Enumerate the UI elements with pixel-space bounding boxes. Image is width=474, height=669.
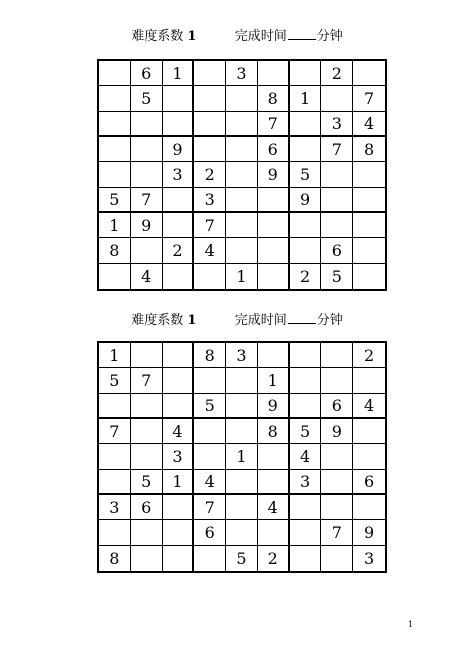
grid-cell: 4: [163, 419, 195, 444]
grid-cell: [353, 61, 385, 86]
grid-cell: 1: [226, 444, 258, 469]
grid-cell: [321, 495, 353, 520]
grid-cell: 6: [258, 137, 290, 162]
grid-cell: 4: [194, 470, 226, 495]
grid-cell: 7: [353, 86, 385, 111]
grid-cell: [131, 444, 163, 469]
grid-cell: [163, 394, 195, 419]
grid-cell: [321, 188, 353, 213]
grid-cell: [258, 264, 290, 289]
grid-cell: [226, 213, 258, 238]
grid-cell: 5: [99, 188, 131, 213]
grid-cell: [258, 238, 290, 263]
grid-cell: [226, 520, 258, 545]
grid-cell: 4: [131, 264, 163, 289]
grid-cell: [290, 394, 322, 419]
grid-cell: [290, 343, 322, 368]
grid-cell: 5: [226, 546, 258, 571]
grid-cell: [163, 343, 195, 368]
grid-cell: 4: [353, 112, 385, 137]
puzzle-1-header: [0, 26, 474, 46]
grid-cell: [194, 368, 226, 393]
grid-cell: [226, 162, 258, 187]
grid-cell: [226, 112, 258, 137]
grid-cell: [226, 394, 258, 419]
grid-cell: 1: [163, 61, 195, 86]
grid-cell: 2: [290, 264, 322, 289]
grid-cell: 5: [194, 394, 226, 419]
grid-cell: 5: [131, 470, 163, 495]
grid-cell: [163, 86, 195, 111]
grid-cell: 5: [99, 368, 131, 393]
grid-cell: 6: [131, 495, 163, 520]
grid-cell: 2: [194, 162, 226, 187]
grid-cell: [131, 137, 163, 162]
time-unit: 分钟: [316, 313, 343, 328]
grid-cell: [163, 188, 195, 213]
grid-cell: [194, 137, 226, 162]
grid-cell: 7: [194, 495, 226, 520]
grid-cell: [226, 238, 258, 263]
grid-cell: 3: [99, 495, 131, 520]
grid-cell: [321, 162, 353, 187]
page-number: 1: [408, 620, 414, 629]
grid-cell: [258, 470, 290, 495]
grid-cell: [321, 86, 353, 111]
grid-cell: [353, 368, 385, 393]
grid-cell: 7: [321, 520, 353, 545]
grid-cell: [163, 520, 195, 545]
grid-cell: [131, 343, 163, 368]
grid-cell: [353, 444, 385, 469]
grid-cell: [99, 264, 131, 289]
grid-cell: 4: [353, 394, 385, 419]
grid-cell: 2: [258, 546, 290, 571]
grid-cell: [131, 394, 163, 419]
grid-cell: 1: [226, 264, 258, 289]
time-blank: [288, 26, 316, 40]
grid-cell: [353, 238, 385, 263]
grid-cell: [226, 470, 258, 495]
grid-cell: [226, 495, 258, 520]
grid-cell: [99, 162, 131, 187]
grid-cell: [290, 368, 322, 393]
grid-cell: 3: [226, 61, 258, 86]
grid-cell: [290, 112, 322, 137]
grid-cell: 6: [131, 61, 163, 86]
grid-cell: 9: [353, 520, 385, 545]
grid-cell: 3: [290, 470, 322, 495]
grid-cell: 4: [194, 238, 226, 263]
grid-cell: [163, 213, 195, 238]
grid-cell: [258, 444, 290, 469]
grid-cell: [194, 112, 226, 137]
grid-cell: [131, 112, 163, 137]
grid-cell: [353, 495, 385, 520]
grid-cell: 2: [321, 61, 353, 86]
grid-cell: 7: [321, 137, 353, 162]
difficulty-label: 难度系数: [131, 313, 184, 328]
grid-cell: [353, 419, 385, 444]
grid-cell: [131, 162, 163, 187]
grid-cell: [258, 213, 290, 238]
grid-cell: [290, 520, 322, 545]
grid-cell: [258, 520, 290, 545]
grid-cell: [321, 444, 353, 469]
grid-cell: [321, 343, 353, 368]
grid-cell: 8: [194, 343, 226, 368]
grid-cell: 9: [258, 162, 290, 187]
grid-cell: [226, 137, 258, 162]
grid-cell: [321, 546, 353, 571]
grid-cell: 2: [353, 343, 385, 368]
grid-cell: 1: [99, 343, 131, 368]
grid-cell: 9: [131, 213, 163, 238]
grid-cell: 4: [290, 444, 322, 469]
grid-cell: [99, 520, 131, 545]
difficulty-label: 难度系数: [131, 29, 184, 44]
difficulty-level: 1: [187, 29, 197, 44]
sudoku-grid-2: [97, 341, 387, 573]
grid-cell: 7: [131, 188, 163, 213]
grid-cell: [353, 264, 385, 289]
grid-cell: [99, 137, 131, 162]
grid-cell: 3: [226, 343, 258, 368]
time-blank: [288, 310, 316, 324]
difficulty-level: 1: [187, 313, 197, 328]
grid-cell: [226, 419, 258, 444]
grid-cell: [194, 61, 226, 86]
grid-cell: 9: [290, 188, 322, 213]
grid-cell: [131, 419, 163, 444]
grid-cell: 5: [321, 264, 353, 289]
grid-cell: 8: [353, 137, 385, 162]
grid-cell: [353, 188, 385, 213]
grid-cell: [290, 213, 322, 238]
grid-cell: [99, 61, 131, 86]
grid-cell: 6: [194, 520, 226, 545]
grid-cell: 3: [163, 162, 195, 187]
grid-cell: [163, 112, 195, 137]
grid-cell: [290, 238, 322, 263]
grid-cell: [290, 61, 322, 86]
grid-cell: 4: [258, 495, 290, 520]
grid-cell: 1: [163, 470, 195, 495]
grid-cell: [353, 213, 385, 238]
time-unit: 分钟: [316, 29, 343, 44]
grid-cell: 1: [99, 213, 131, 238]
grid-cell: 2: [163, 238, 195, 263]
grid-cell: 3: [163, 444, 195, 469]
grid-cell: 5: [131, 86, 163, 111]
grid-cell: [194, 86, 226, 111]
grid-cell: 7: [258, 112, 290, 137]
grid-cell: [99, 444, 131, 469]
grid-cell: [258, 188, 290, 213]
grid-cell: [131, 546, 163, 571]
grid-cell: 7: [194, 213, 226, 238]
grid-cell: 7: [99, 419, 131, 444]
puzzle-2-header: [0, 310, 474, 330]
grid-cell: [99, 394, 131, 419]
grid-cell: [131, 238, 163, 263]
time-label: 完成时间: [234, 313, 287, 328]
grid-cell: 9: [163, 137, 195, 162]
sudoku-grid-1: [97, 59, 387, 291]
grid-cell: 6: [353, 470, 385, 495]
grid-cell: [163, 546, 195, 571]
grid-cell: [226, 188, 258, 213]
grid-cell: [321, 213, 353, 238]
grid-cell: [226, 86, 258, 111]
grid-cell: [163, 264, 195, 289]
grid-cell: 6: [321, 394, 353, 419]
grid-cell: 5: [290, 162, 322, 187]
grid-cell: 8: [99, 546, 131, 571]
grid-cell: 9: [321, 419, 353, 444]
grid-cell: [290, 495, 322, 520]
grid-cell: [194, 419, 226, 444]
grid-cell: [163, 368, 195, 393]
grid-cell: 3: [364, 548, 375, 568]
time-label: 完成时间: [234, 29, 287, 44]
grid-cell: [99, 112, 131, 137]
grid-cell: 7: [131, 368, 163, 393]
grid-cell: [99, 470, 131, 495]
grid-cell: 6: [321, 238, 353, 263]
grid-cell: [131, 520, 163, 545]
grid-cell: [99, 86, 131, 111]
grid-cell: 1: [258, 368, 290, 393]
grid-cell: [258, 61, 290, 86]
grid-cell: [321, 470, 353, 495]
grid-cell: 3: [321, 112, 353, 137]
grid-cell: [258, 343, 290, 368]
grid-cell: 8: [258, 86, 290, 111]
grid-cell: [353, 162, 385, 187]
grid-cell: 8: [99, 238, 131, 263]
grid-cell: 5: [290, 419, 322, 444]
grid-cell: [163, 495, 195, 520]
grid-cell: [194, 264, 226, 289]
grid-cell: [194, 546, 226, 571]
grid-cell: [194, 444, 226, 469]
grid-cell: [290, 546, 322, 571]
grid-cell: 3: [194, 188, 226, 213]
grid-cell: 9: [258, 394, 290, 419]
grid-cell: [226, 368, 258, 393]
grid-cell: 8: [258, 419, 290, 444]
grid-cell: [290, 137, 322, 162]
grid-cell: [321, 368, 353, 393]
grid-cell: 1: [290, 86, 322, 111]
